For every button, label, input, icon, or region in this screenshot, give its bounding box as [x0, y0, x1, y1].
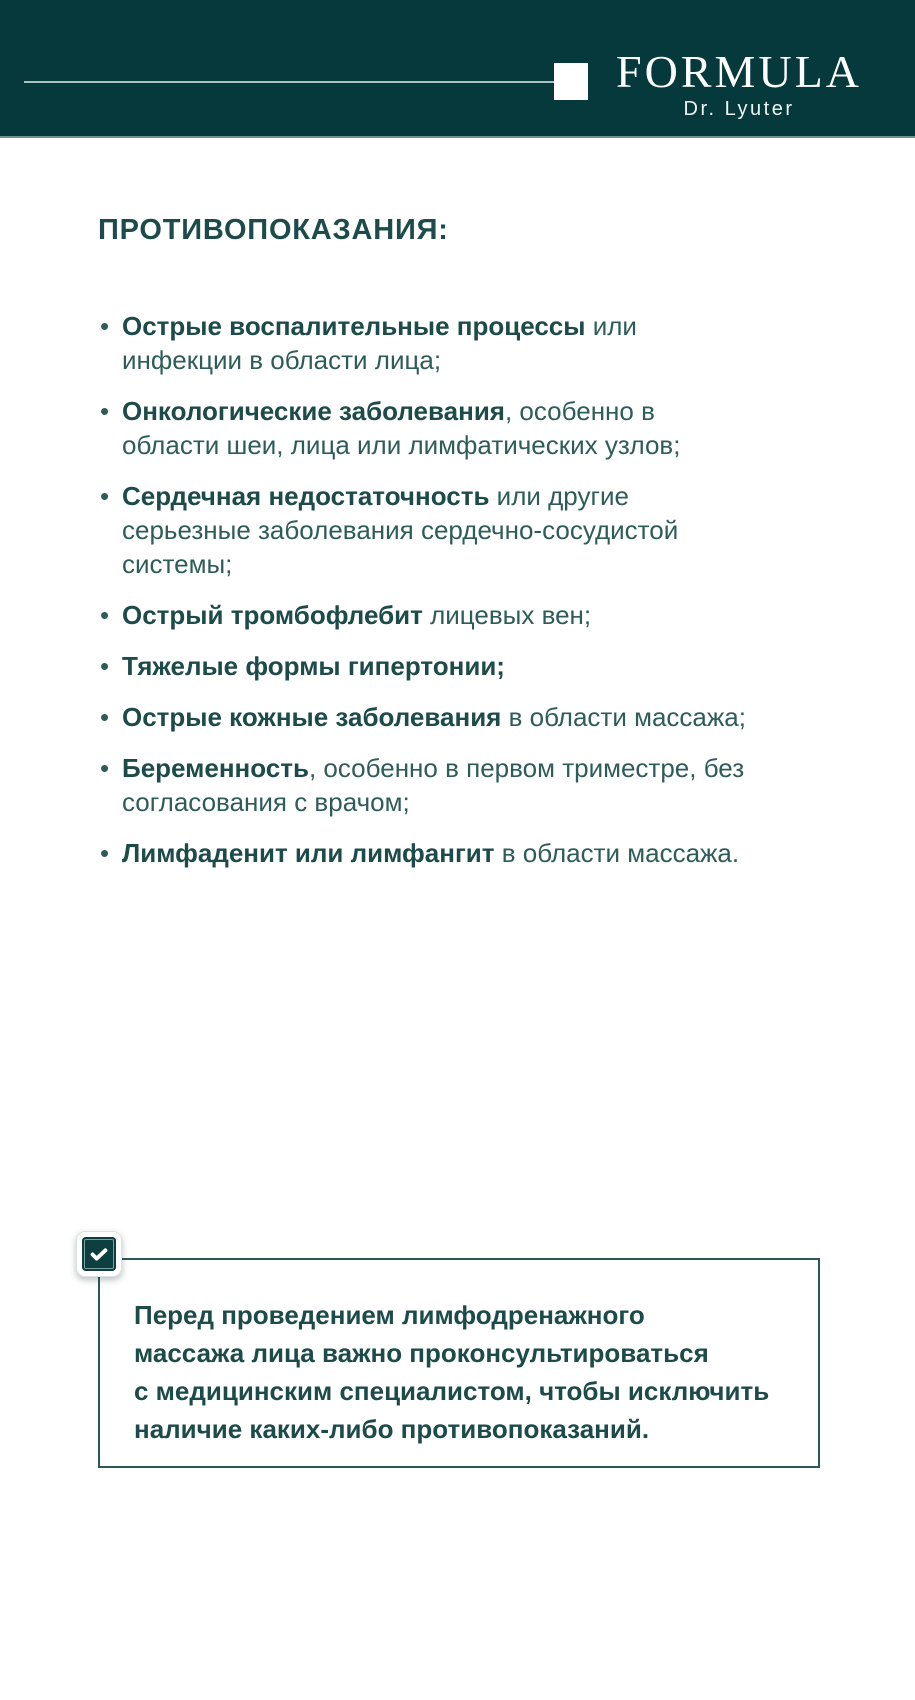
square-mark-icon: [554, 63, 588, 100]
list-item-regular-text: , особенно в первом триместре, без согласования с врачом;: [122, 753, 745, 817]
note-text-line: Перед проведением лимфодренажного: [134, 1300, 645, 1330]
note-text-line: массажа лица важно проконсультироваться: [134, 1338, 709, 1368]
list-item-regular-text: или другие серьезные заболевания сердечно-сосудистой системы;: [122, 481, 679, 579]
list-item: [98, 751, 746, 819]
list-item-regular-text: , особенно в области шеи, лица или лимфатических узлов;: [122, 396, 681, 460]
list-item-bold-text: Острые воспалительные процессы: [122, 311, 586, 341]
brand-name: FORMULA: [616, 46, 862, 97]
list-item-bold-text: Тяжелые формы гипертонии;: [122, 651, 505, 681]
list-item-regular-text: или инфекции в области лица;: [122, 311, 637, 375]
note-text: [100, 1260, 818, 1448]
list-item: [98, 836, 746, 870]
list-item: [98, 309, 746, 377]
list-item-bold-text: Сердечная недостаточность: [122, 481, 490, 511]
checkbox-fill: [82, 1237, 116, 1271]
checkbox[interactable]: [76, 1231, 122, 1277]
brand-subtitle: Dr. Lyuter: [683, 98, 795, 120]
list-item: [98, 649, 746, 683]
contraindications-list: [98, 309, 746, 870]
list-item-regular-text: в области массажа.: [494, 838, 740, 868]
list-item: [98, 598, 746, 632]
list-item-bold-text: Онкологические заболевания: [122, 396, 505, 426]
list-item: [98, 700, 746, 734]
header: [0, 0, 915, 138]
list-item-bold-text: Лимфаденит или лимфангит: [122, 838, 495, 868]
page-title: ПРОТИВОПОКАЗАНИЯ:: [98, 214, 449, 246]
list-item-bold-text: Острый тромбофлебит: [122, 600, 423, 630]
list-item: [98, 479, 746, 581]
list-item-regular-text: лицевых вен;: [422, 600, 592, 630]
main-content: [0, 214, 915, 870]
note-text-line: с медицинским специалистом, чтобы исключить: [134, 1376, 770, 1406]
list-item-regular-text: в области массажа;: [501, 702, 746, 732]
note-text-line: наличие каких-либо противопоказаний.: [134, 1414, 650, 1444]
list-item-bold-text: Острые кожные заболевания: [122, 702, 502, 732]
list-item-bold-text: Беременность: [122, 753, 309, 783]
list-item: [98, 394, 746, 462]
header-rule-line: [24, 81, 555, 83]
brand-logo: [614, 48, 864, 121]
note-box: [98, 1258, 820, 1468]
check-icon: [88, 1243, 110, 1265]
